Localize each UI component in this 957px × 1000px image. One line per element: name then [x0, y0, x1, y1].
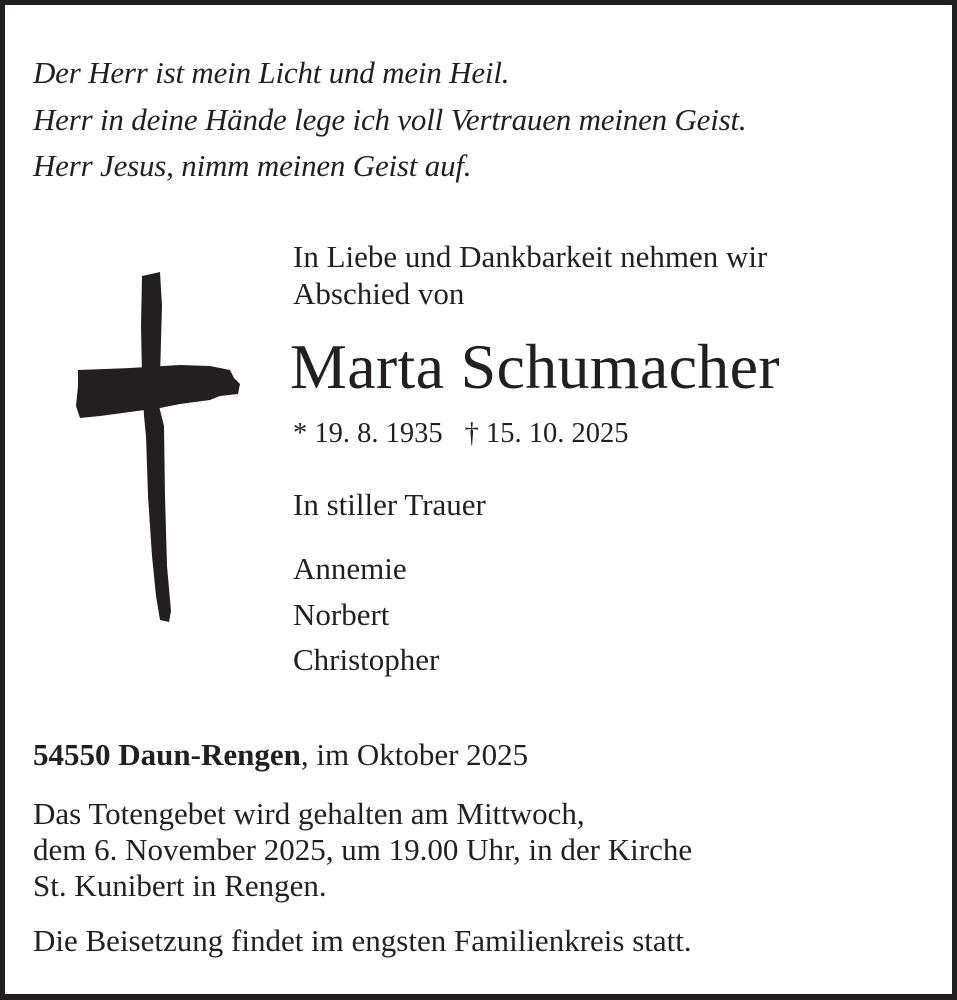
birth-date: 19. 8. 1935: [314, 418, 443, 449]
intro-line-1: In Liebe und Dankbarkeit nehmen wir: [293, 239, 768, 274]
verse-line-2: Herr in deine Hände lege ich voll Vertrauen meinen Geist.: [33, 101, 747, 137]
deceased-name: Marta Schumacher: [290, 331, 780, 402]
prayer-info: [33, 796, 692, 904]
mourning-line: In stiller Trauer: [293, 487, 486, 522]
intro-line-2: Abschied von: [293, 276, 465, 311]
mourner-name: Norbert: [293, 596, 390, 632]
prayer-line-3: St. Kunibert in Rengen.: [33, 868, 327, 903]
place-name: 54550 Daun-Rengen: [33, 737, 301, 772]
death-symbol: †: [464, 418, 479, 449]
prayer-line-1: Das Totengebet wird gehalten am Mittwoch,: [33, 796, 585, 831]
mourner-name: Annemie: [293, 551, 407, 586]
place-date-line: [33, 737, 528, 773]
prayer-line-2: dem 6. November 2025, um 19.00 Uhr, in der Kirche: [33, 832, 693, 867]
life-dates: [293, 418, 629, 450]
birth-symbol: *: [293, 418, 308, 449]
verse-block: [33, 50, 746, 190]
burial-info: Die Beisetzung findet im engsten Familienkreis statt.: [33, 923, 692, 958]
verse-line-3: Herr Jesus, nimm meinen Geist auf.: [33, 148, 472, 183]
verse-line-1: Der Herr ist mein Licht und mein Heil.: [33, 55, 510, 90]
place-date: , im Oktober 2025: [300, 737, 529, 772]
cross-icon: [70, 266, 245, 628]
intro-block: [293, 238, 767, 312]
death-date: 15. 10. 2025: [486, 418, 629, 449]
mourners-list: [293, 546, 439, 683]
mourner-name: Christopher: [293, 642, 440, 677]
